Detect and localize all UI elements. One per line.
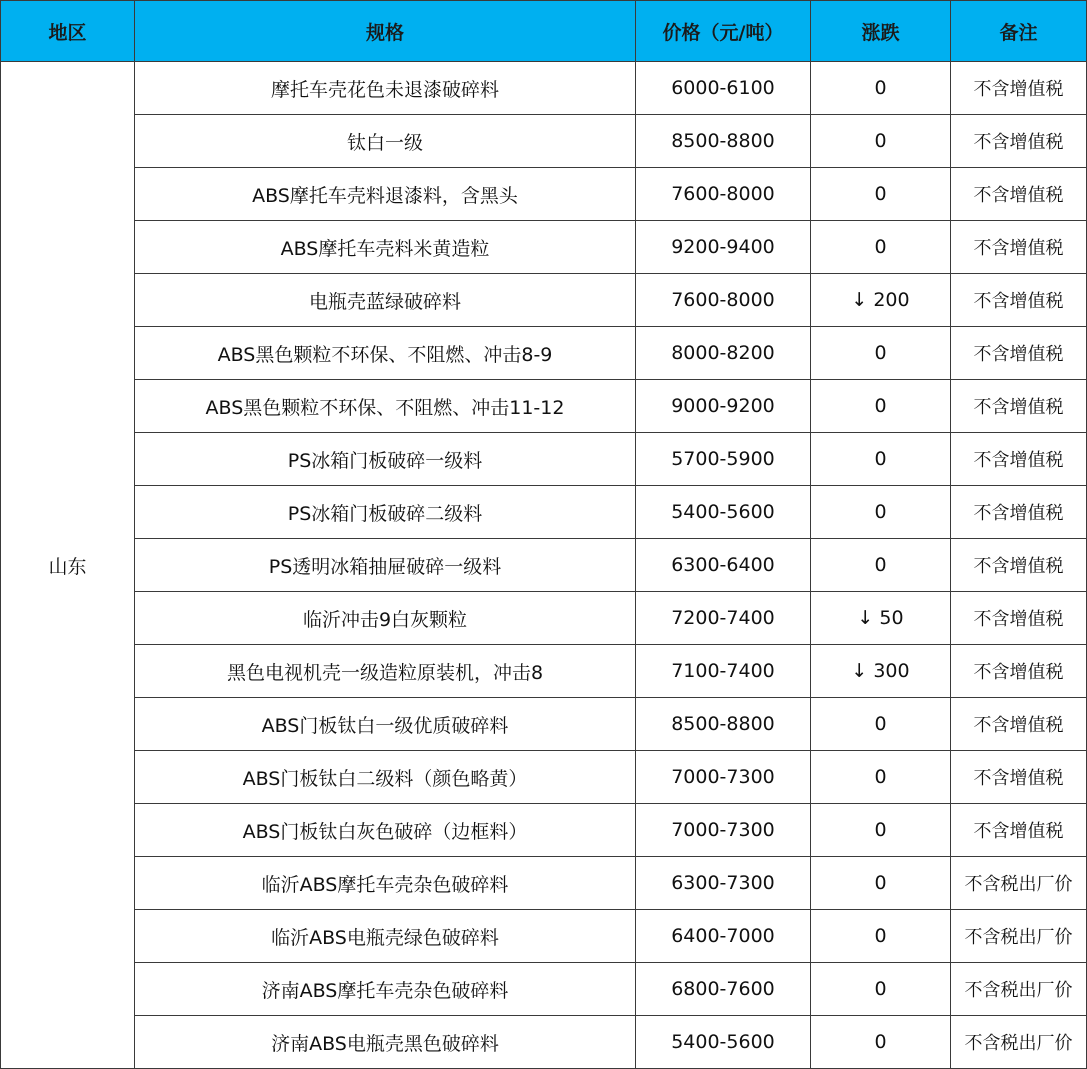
spec-cell: ABS门板钛白一级优质破碎料 bbox=[135, 698, 636, 751]
spec-cell: 摩托车壳花色未退漆破碎料 bbox=[135, 62, 636, 115]
spec-cell: 济南ABS电瓶壳黑色破碎料 bbox=[135, 1016, 636, 1069]
table-row bbox=[1, 380, 1087, 433]
note-cell: 不含增值税 bbox=[951, 751, 1087, 804]
spec-cell: 钛白一级 bbox=[135, 115, 636, 168]
price-cell: 6300-7300 bbox=[636, 857, 811, 910]
header-note: 备注 bbox=[951, 1, 1087, 62]
price-cell: 6400-7000 bbox=[636, 910, 811, 963]
spec-cell: 黑色电视机壳一级造粒原装机，冲击8 bbox=[135, 645, 636, 698]
note-cell: 不含增值税 bbox=[951, 592, 1087, 645]
header-region: 地区 bbox=[1, 1, 135, 62]
table-row bbox=[1, 327, 1087, 380]
change-cell: 0 bbox=[811, 698, 951, 751]
price-cell: 6800-7600 bbox=[636, 963, 811, 1016]
change-cell: 0 bbox=[811, 751, 951, 804]
table-row bbox=[1, 963, 1087, 1016]
price-cell: 7100-7400 bbox=[636, 645, 811, 698]
note-cell: 不含增值税 bbox=[951, 539, 1087, 592]
note-cell: 不含增值税 bbox=[951, 380, 1087, 433]
price-cell: 8500-8800 bbox=[636, 115, 811, 168]
spec-cell: 电瓶壳蓝绿破碎料 bbox=[135, 274, 636, 327]
change-cell: 0 bbox=[811, 62, 951, 115]
spec-cell: 临沂ABS摩托车壳杂色破碎料 bbox=[135, 857, 636, 910]
change-cell: 0 bbox=[811, 857, 951, 910]
table-row bbox=[1, 910, 1087, 963]
spec-cell: ABS黑色颗粒不环保、不阻燃、冲击8-9 bbox=[135, 327, 636, 380]
note-cell: 不含增值税 bbox=[951, 698, 1087, 751]
header-price: 价格（元/吨） bbox=[636, 1, 811, 62]
note-cell: 不含增值税 bbox=[951, 62, 1087, 115]
price-cell: 7000-7300 bbox=[636, 804, 811, 857]
note-cell: 不含增值税 bbox=[951, 221, 1087, 274]
change-cell: 0 bbox=[811, 804, 951, 857]
note-cell: 不含增值税 bbox=[951, 168, 1087, 221]
price-cell: 5700-5900 bbox=[636, 433, 811, 486]
price-cell: 8500-8800 bbox=[636, 698, 811, 751]
table-row bbox=[1, 592, 1087, 645]
change-cell: ↓ 50 bbox=[811, 592, 951, 645]
note-cell: 不含增值税 bbox=[951, 486, 1087, 539]
table-body bbox=[1, 62, 1087, 1069]
region-cell: 山东 bbox=[1, 62, 135, 1069]
header-row bbox=[1, 1, 1087, 62]
spec-cell: ABS摩托车壳料米黄造粒 bbox=[135, 221, 636, 274]
table-row bbox=[1, 115, 1087, 168]
change-cell: 0 bbox=[811, 1016, 951, 1069]
spec-cell: PS冰箱门板破碎一级料 bbox=[135, 433, 636, 486]
spec-cell: ABS黑色颗粒不环保、不阻燃、冲击11-12 bbox=[135, 380, 636, 433]
spec-cell: 济南ABS摩托车壳杂色破碎料 bbox=[135, 963, 636, 1016]
table-row bbox=[1, 433, 1087, 486]
table-row bbox=[1, 804, 1087, 857]
table-row bbox=[1, 698, 1087, 751]
table-row bbox=[1, 168, 1087, 221]
price-cell: 5400-5600 bbox=[636, 1016, 811, 1069]
note-cell: 不含税出厂价 bbox=[951, 910, 1087, 963]
price-cell: 7200-7400 bbox=[636, 592, 811, 645]
note-cell: 不含增值税 bbox=[951, 274, 1087, 327]
note-cell: 不含增值税 bbox=[951, 115, 1087, 168]
table-row bbox=[1, 751, 1087, 804]
table-row bbox=[1, 486, 1087, 539]
change-cell: ↓ 300 bbox=[811, 645, 951, 698]
change-cell: 0 bbox=[811, 168, 951, 221]
change-cell: 0 bbox=[811, 380, 951, 433]
table-row bbox=[1, 1016, 1087, 1069]
spec-cell: ABS门板钛白灰色破碎（边框料） bbox=[135, 804, 636, 857]
change-cell: 0 bbox=[811, 539, 951, 592]
spec-cell: ABS摩托车壳料退漆料，含黑头 bbox=[135, 168, 636, 221]
note-cell: 不含税出厂价 bbox=[951, 857, 1087, 910]
change-cell: 0 bbox=[811, 433, 951, 486]
spec-cell: ABS门板钛白二级料（颜色略黄） bbox=[135, 751, 636, 804]
note-cell: 不含税出厂价 bbox=[951, 1016, 1087, 1069]
header-change: 涨跌 bbox=[811, 1, 951, 62]
change-cell: 0 bbox=[811, 486, 951, 539]
note-cell: 不含增值税 bbox=[951, 433, 1087, 486]
table-row bbox=[1, 221, 1087, 274]
note-cell: 不含增值税 bbox=[951, 327, 1087, 380]
change-cell: 0 bbox=[811, 910, 951, 963]
spec-cell: PS冰箱门板破碎二级料 bbox=[135, 486, 636, 539]
table-row bbox=[1, 62, 1087, 115]
price-cell: 6000-6100 bbox=[636, 62, 811, 115]
table-header bbox=[1, 1, 1087, 62]
price-cell: 9000-9200 bbox=[636, 380, 811, 433]
note-cell: 不含增值税 bbox=[951, 804, 1087, 857]
spec-cell: 临沂冲击9白灰颗粒 bbox=[135, 592, 636, 645]
change-cell: ↓ 200 bbox=[811, 274, 951, 327]
price-cell: 9200-9400 bbox=[636, 221, 811, 274]
change-cell: 0 bbox=[811, 115, 951, 168]
table-row bbox=[1, 857, 1087, 910]
header-spec: 规格 bbox=[135, 1, 636, 62]
price-cell: 7000-7300 bbox=[636, 751, 811, 804]
table-row bbox=[1, 274, 1087, 327]
spec-cell: PS透明冰箱抽屉破碎一级料 bbox=[135, 539, 636, 592]
change-cell: 0 bbox=[811, 221, 951, 274]
note-cell: 不含增值税 bbox=[951, 645, 1087, 698]
note-cell: 不含税出厂价 bbox=[951, 963, 1087, 1016]
price-cell: 6300-6400 bbox=[636, 539, 811, 592]
price-cell: 5400-5600 bbox=[636, 486, 811, 539]
table-row bbox=[1, 645, 1087, 698]
table-row bbox=[1, 539, 1087, 592]
price-cell: 7600-8000 bbox=[636, 274, 811, 327]
price-cell: 8000-8200 bbox=[636, 327, 811, 380]
price-cell: 7600-8000 bbox=[636, 168, 811, 221]
change-cell: 0 bbox=[811, 327, 951, 380]
change-cell: 0 bbox=[811, 963, 951, 1016]
spec-cell: 临沂ABS电瓶壳绿色破碎料 bbox=[135, 910, 636, 963]
